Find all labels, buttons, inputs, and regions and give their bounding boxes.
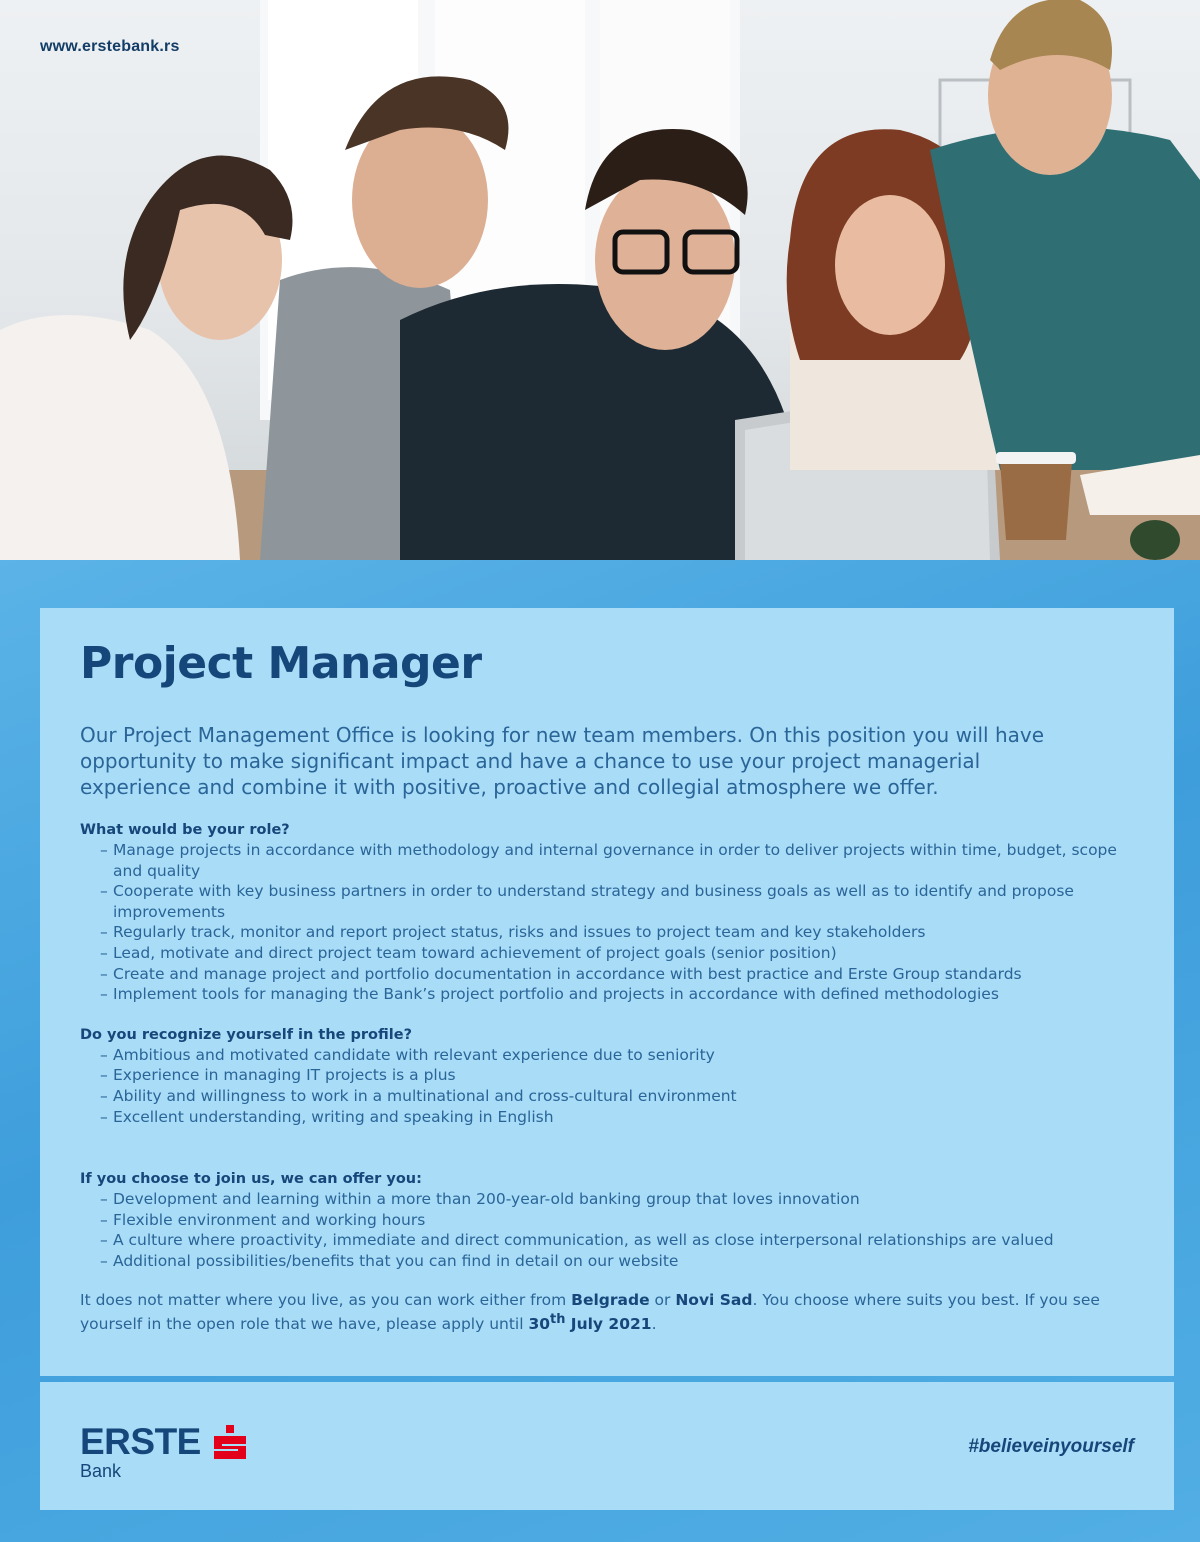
erste-s-icon [212, 1425, 248, 1463]
list-item: – A culture where proactivity, immediate and direct communication, as well as close interpersonal relationships are valued [100, 1230, 1118, 1251]
list-item: – Cooperate with key business partners in order to understand strategy and business goals as well as to identify and propose improvements [100, 881, 1118, 922]
profile-list [80, 1045, 1134, 1127]
deadline-date [528, 1312, 652, 1334]
list-item: – Manage projects in accordance with methodology and internal governance in order to deliver projects within time, budget, scope and quality [100, 840, 1118, 881]
offer-heading: If you choose to join us, we can offer you: [80, 1171, 422, 1188]
intro-paragraph: Our Project Management Office is looking for new team members. On this position you will have opportunity to make significant impact and have a chance to use your project managerial experience and combine it with positive, proactive and collegial atmosphere we offer. [80, 723, 1045, 799]
job-title: Project Manager [80, 638, 482, 689]
role-heading: What would be your role? [80, 822, 290, 838]
city-novi-sad: Novi Sad [675, 1290, 753, 1309]
footer-panel [40, 1382, 1174, 1510]
list-item: – Lead, motivate and direct project team toward achievement of project goals (senior position) [100, 943, 1118, 964]
team-at-laptop-illustration [0, 0, 1200, 560]
list-item: – Excellent understanding, writing and speaking in English [100, 1107, 1118, 1128]
deadline-month-year: July 2021 [565, 1315, 652, 1334]
hero-photo [0, 0, 1200, 560]
list-item: – Development and learning within a more than 200-year-old banking group that loves innovation [100, 1189, 1118, 1210]
list-item: – Ability and willingness to work in a multinational and cross-cultural environment [100, 1086, 1118, 1107]
list-item: – Experience in managing IT projects is a plus [100, 1065, 1118, 1086]
role-list [80, 840, 1134, 1005]
list-item: – Ambitious and motivated candidate with relevant experience due to seniority [100, 1045, 1118, 1066]
closing-paragraph [80, 1290, 1110, 1335]
closing-text: . [651, 1315, 657, 1334]
role-section [80, 820, 1134, 1005]
list-item: – Implement tools for managing the Bank’s project portfolio and projects in accordance with defined methodologies [100, 984, 1118, 1005]
logo-wordmark: ERSTE [80, 1421, 201, 1462]
profile-heading: Do you recognize yourself in the profile? [80, 1026, 412, 1043]
city-belgrade: Belgrade [571, 1290, 650, 1309]
deadline-day: 30 [528, 1315, 551, 1334]
job-description-panel [40, 608, 1174, 1376]
list-item: – Create and manage project and portfolio documentation in accordance with best practice and Erste Group standards [100, 964, 1118, 985]
closing-text: or [649, 1290, 676, 1309]
list-item: – Flexible environment and working hours [100, 1210, 1118, 1231]
erste-bank-logo [80, 1422, 248, 1481]
closing-text: . You choose where suits you best. If you see yourself in the open role that we have, please apply until [80, 1290, 1100, 1334]
logo-subtitle: Bank [80, 1461, 122, 1481]
hashtag: #believeinyourself [968, 1436, 1134, 1457]
list-item: – Additional possibilities/benefits that you can find in detail on our website [100, 1251, 1118, 1272]
deadline-suffix: th [550, 1312, 566, 1328]
profile-section [80, 1025, 1134, 1127]
website-url[interactable]: www.erstebank.rs [40, 38, 180, 55]
offer-section [80, 1169, 1134, 1271]
offer-list [80, 1189, 1134, 1271]
closing-text: It does not matter where you live, as you can work either from [80, 1290, 572, 1309]
list-item: – Regularly track, monitor and report project status, risks and issues to project team and key stakeholders [100, 922, 1118, 943]
